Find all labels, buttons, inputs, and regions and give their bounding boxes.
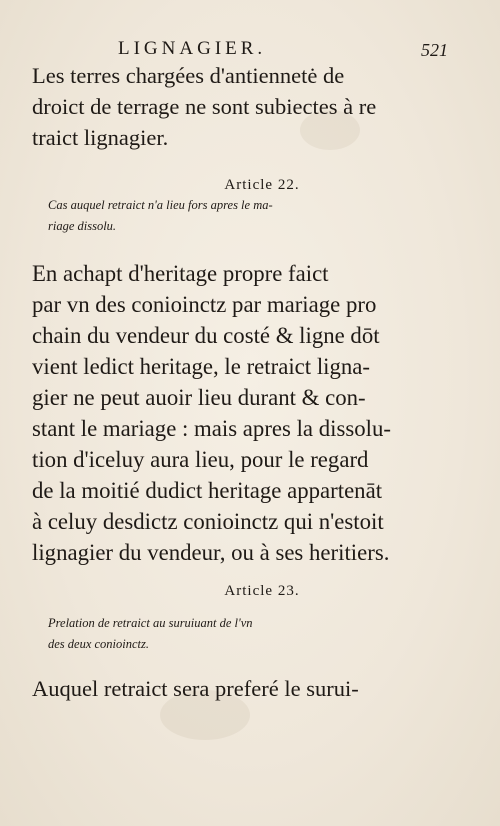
running-head [0,38,500,62]
text-line: droict de terrage ne sont subiectes à re [32,94,377,119]
paragraph-1 [32,60,472,153]
summary-line: des deux conioinctz. [48,637,150,651]
article-23-heading: Article 23. [224,583,300,599]
text-line: par vn des conioinctz par mariage pro [32,292,377,317]
article-23-summary [48,613,378,655]
text-line: à celuy desdictz conioinctz qui n'estoit [32,509,384,534]
page-number: 521 [421,40,448,60]
summary-line: Prelation de retraict au suruiuant de l'vn [48,616,253,630]
paragraph-2 [32,258,472,568]
text-line: Auquel retraict sera preferé le surui- [32,676,359,701]
text-line: tion d'iceluy aura lieu, pour le regard [32,447,369,472]
text-line: vient ledict heritage, le retraict ligna- [32,354,370,379]
summary-line: riage dissolu. [48,219,117,233]
text-line: lignagier du vendeur, ou à ses heritiers. [32,540,390,565]
text-line: En achapt d'heritage propre faict [32,261,329,286]
text-line: Les terres chargées d'antiennetė de [32,63,345,88]
text-line: chain du vendeur du costé & ligne dōt [32,323,380,348]
text-line: gier ne peut auoir lieu durant & con- [32,385,366,410]
running-title: LIGNAGIER. [118,38,267,59]
summary-line: Cas auquel retraict n'a lieu fors apres le ma- [48,198,273,212]
text-line: traict lignagier. [32,125,169,150]
article-22-summary [48,195,378,237]
paragraph-3 [32,673,472,704]
text-line: stant le mariage : mais apres la dissolu- [32,416,391,441]
article-22-heading: Article 22. [224,177,300,193]
text-line: de la moitié dudict heritage appartenāt [32,478,383,503]
